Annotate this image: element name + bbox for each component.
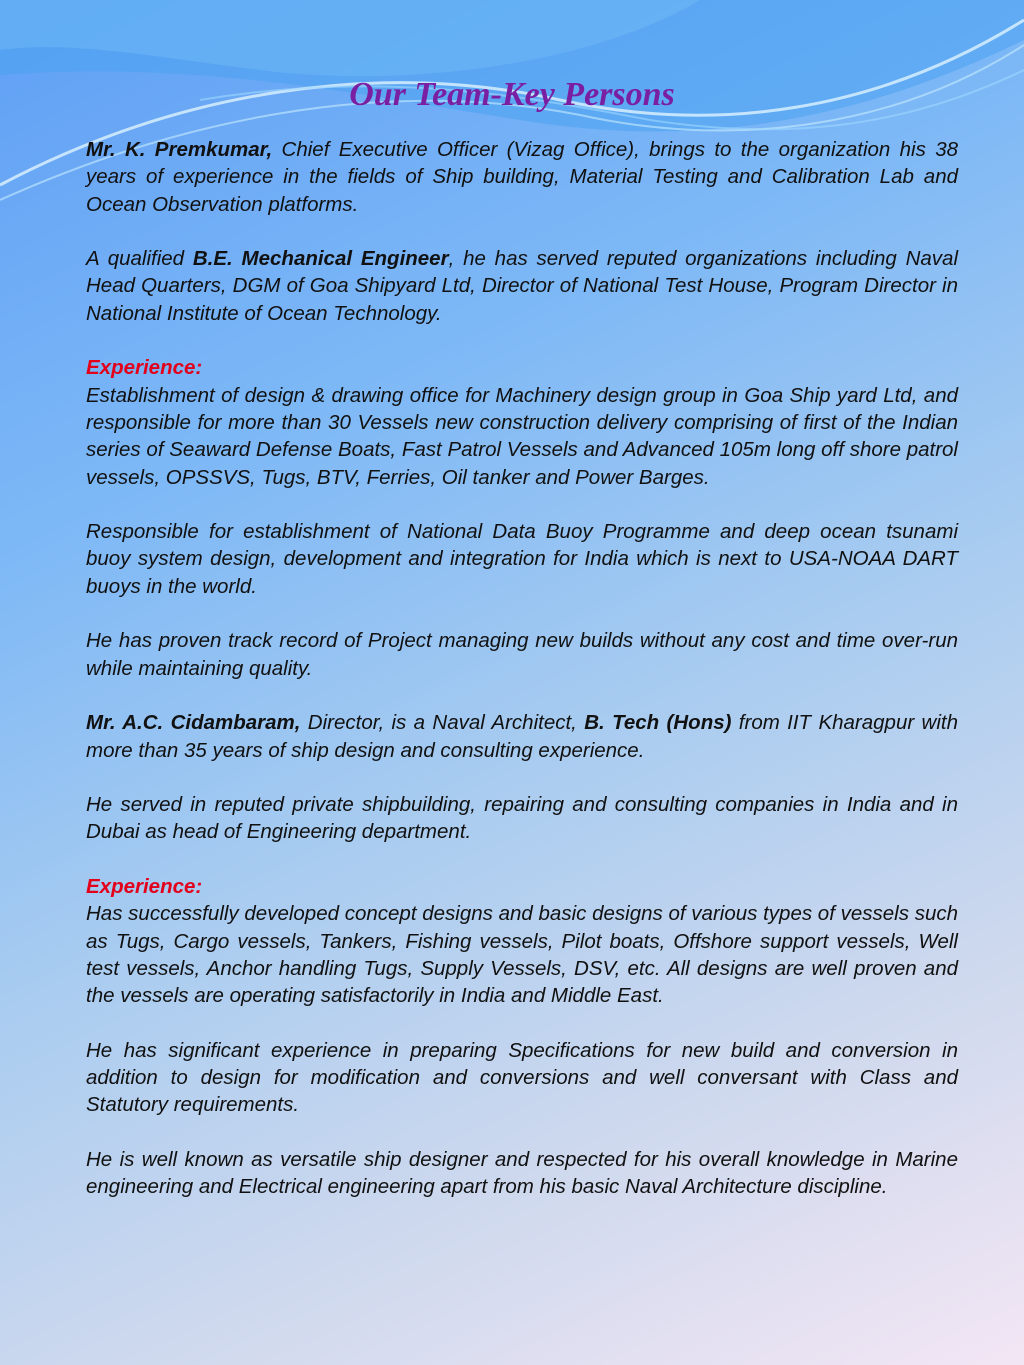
person1-qualification-paragraph xyxy=(86,245,958,327)
person1-intro-text: Chief Executive Officer (Vizag Office), brings to the organization his 38 years of experience in the fields of Ship building, Material Testing and Calibration Lab and Ocean Observation platforms. xyxy=(86,138,958,216)
person2-qualification: B. Tech (Hons) xyxy=(584,711,732,735)
person1-qual-suffix: , he has served reputed organizations including Naval Head Quarters, DGM of Goa Shipyard Ltd, Director of National Test House, Program Director in National Institute of Ocean Technology. xyxy=(86,247,959,325)
person2-experience-1-text: Has successfully developed concept designs and basic designs of various types of vessels such as Tugs, Cargo vessels, Tankers, Fishing vessels, Pilot boats, Offshore support vessels, Well test vessels, Anchor handling Tugs, Supply Vessels, DSV, etc. All designs are well proven and the vessels are operating satisfactorily in India and Middle East. xyxy=(86,902,958,1008)
person1-experience-1 xyxy=(86,354,958,490)
page-title: Our Team-Key Persons xyxy=(349,76,675,113)
person2-intro-end: from IIT Kharagpur with more than 35 years of ship design and consulting experience. xyxy=(86,711,958,762)
person2-intro xyxy=(86,709,958,764)
person2-served: He served in reputed private shipbuilding, repairing and consulting companies in India and in Dubai as head of Engineering department. xyxy=(86,793,958,844)
person1-intro xyxy=(86,136,958,218)
person1-qual-prefix: A qualified xyxy=(86,247,193,271)
person2-name: Mr. A.C. Cidambaram, xyxy=(86,711,301,735)
person1-qualification: B.E. Mechanical Engineer xyxy=(192,247,449,271)
person1-experience-heading: Experience: xyxy=(86,356,203,380)
person1-experience-1-text: Establishment of design & drawing office for Machinery design group in Goa Ship yard Ltd, and responsible for more than 30 Vessels new construction delivery comprising of first of the Indian series of Seaward Defense Boats, Fast Patrol Vessels and Advanced 105m long off shore patrol vessels, OPSSVS, Tugs, BTV, Ferries, Oil tanker and Power Barges. xyxy=(86,383,958,489)
person2-experience-heading: Experience: xyxy=(86,875,203,899)
content-body xyxy=(86,136,958,1228)
person1-name: Mr. K. Premkumar, xyxy=(86,138,273,161)
person2-experience-2: He has significant experience in preparing Specifications for new build and conversion in addition to design for modification and conversions and well conversant with Class and Statutory requirements. xyxy=(86,1038,958,1117)
person2-experience-3: He is well known as versatile ship designer and respected for his overall knowledge in Marine engineering and Electrical engineering apart from his basic Naval Architecture discipline. xyxy=(86,1147,958,1199)
person1-experience-3: He has proven track record of Project managing new builds without any cost and time over-run while maintaining quality. xyxy=(86,629,958,680)
person1-experience-2: Responsible for establishment of National Data Buoy Programme and deep ocean tsunami buoy system design, development and integration for India which is next to USA-NOAA DART buoys in the world. xyxy=(86,520,958,598)
person2-intro-mid: Director, is a Naval Architect, xyxy=(300,711,585,735)
person2-experience-1 xyxy=(86,873,958,1009)
